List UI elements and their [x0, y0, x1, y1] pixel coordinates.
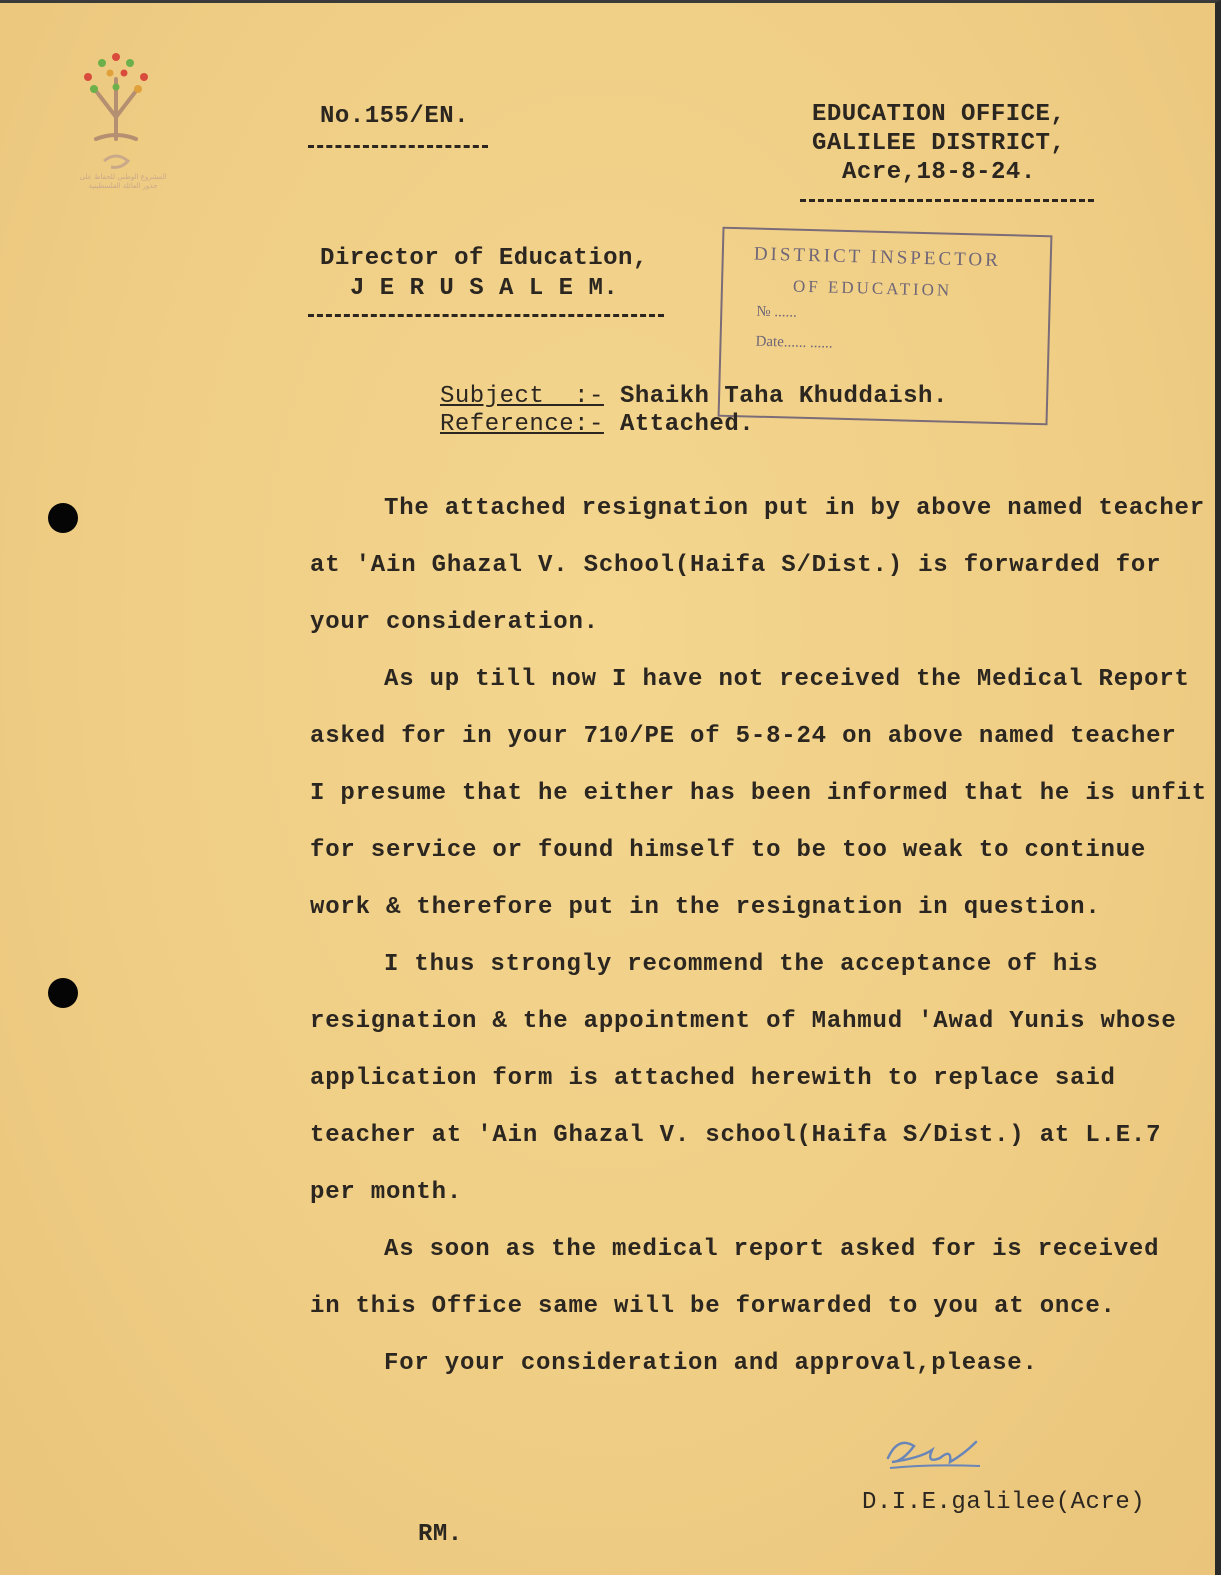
addressee-line-1: Director of Education, [320, 245, 648, 272]
logo-caption-line1: المشروع الوطني للحفاظ على [79, 173, 167, 181]
logo-caption-line2: جذور العائلة الفلسطينية [88, 182, 158, 190]
typist-initials: RM. [418, 1521, 463, 1548]
stamp-line-1: DISTRICT INSPECTOR [753, 243, 1002, 272]
reference-number: No.155/EN. [320, 103, 470, 130]
office-line-2: GALILEE DISTRICT, [812, 130, 1066, 157]
body-line: The attached resignation put in by above named teacher [384, 495, 1205, 522]
reference-value: Attached. [620, 411, 755, 438]
body-line: per month. [310, 1179, 463, 1206]
body-line: As soon as the medical report asked for is received [384, 1236, 1160, 1263]
stamp-line-4: Date...... ...... [755, 333, 833, 352]
body-line: resignation & the appointment of Mahmud 'Awad Yunis whose [310, 1008, 1177, 1035]
reference-underline [308, 145, 488, 148]
subject-label: Subject :- [440, 383, 604, 410]
body-line: For your consideration and approval,please. [384, 1350, 1038, 1377]
reference-label: Reference:- [440, 411, 604, 438]
body-line: at 'Ain Ghazal V. School(Haifa S/Dist.) is forwarded for [310, 552, 1162, 579]
stamp-line-3: № ...... [756, 303, 798, 321]
office-date: Acre,18-8-24. [842, 159, 1036, 186]
signature-block: D.I.E.galilee(Acre) [862, 1489, 1146, 1516]
body-line: your consideration. [310, 609, 599, 636]
body-line: work & therefore put in the resignation in question. [310, 894, 1101, 921]
body-line: I thus strongly recommend the acceptance of his [384, 951, 1099, 978]
punch-hole-bottom [48, 978, 78, 1008]
addressee-underline [308, 314, 664, 317]
office-underline [800, 199, 1094, 202]
addressee-line-2: J E R U S A L E M. [350, 275, 619, 302]
body-line: application form is attached herewith to replace said [310, 1065, 1116, 1092]
logo-caption [68, 173, 178, 191]
body-line: As up till now I have not received the Medical Report [384, 666, 1190, 693]
subject-value: Shaikh Taha Khuddaish. [620, 383, 948, 410]
body-line: teacher at 'Ain Ghazal V. school(Haifa S/Dist.) at L.E.7 [310, 1122, 1162, 1149]
punch-hole-top [48, 503, 78, 533]
body-line: for service or found himself to be too weak to continue [310, 837, 1147, 864]
body-line: I presume that he either has been informed that he is unfit [310, 780, 1207, 807]
handwritten-signature-icon [880, 1428, 990, 1473]
body-line: in this Office same will be forwarded to you at once. [310, 1293, 1116, 1320]
stamp-line-2: OF EDUCATION [792, 276, 953, 300]
body-line: asked for in your 710/PE of 5-8-24 on above named teacher [310, 723, 1177, 750]
office-line-1: EDUCATION OFFICE, [812, 101, 1066, 128]
